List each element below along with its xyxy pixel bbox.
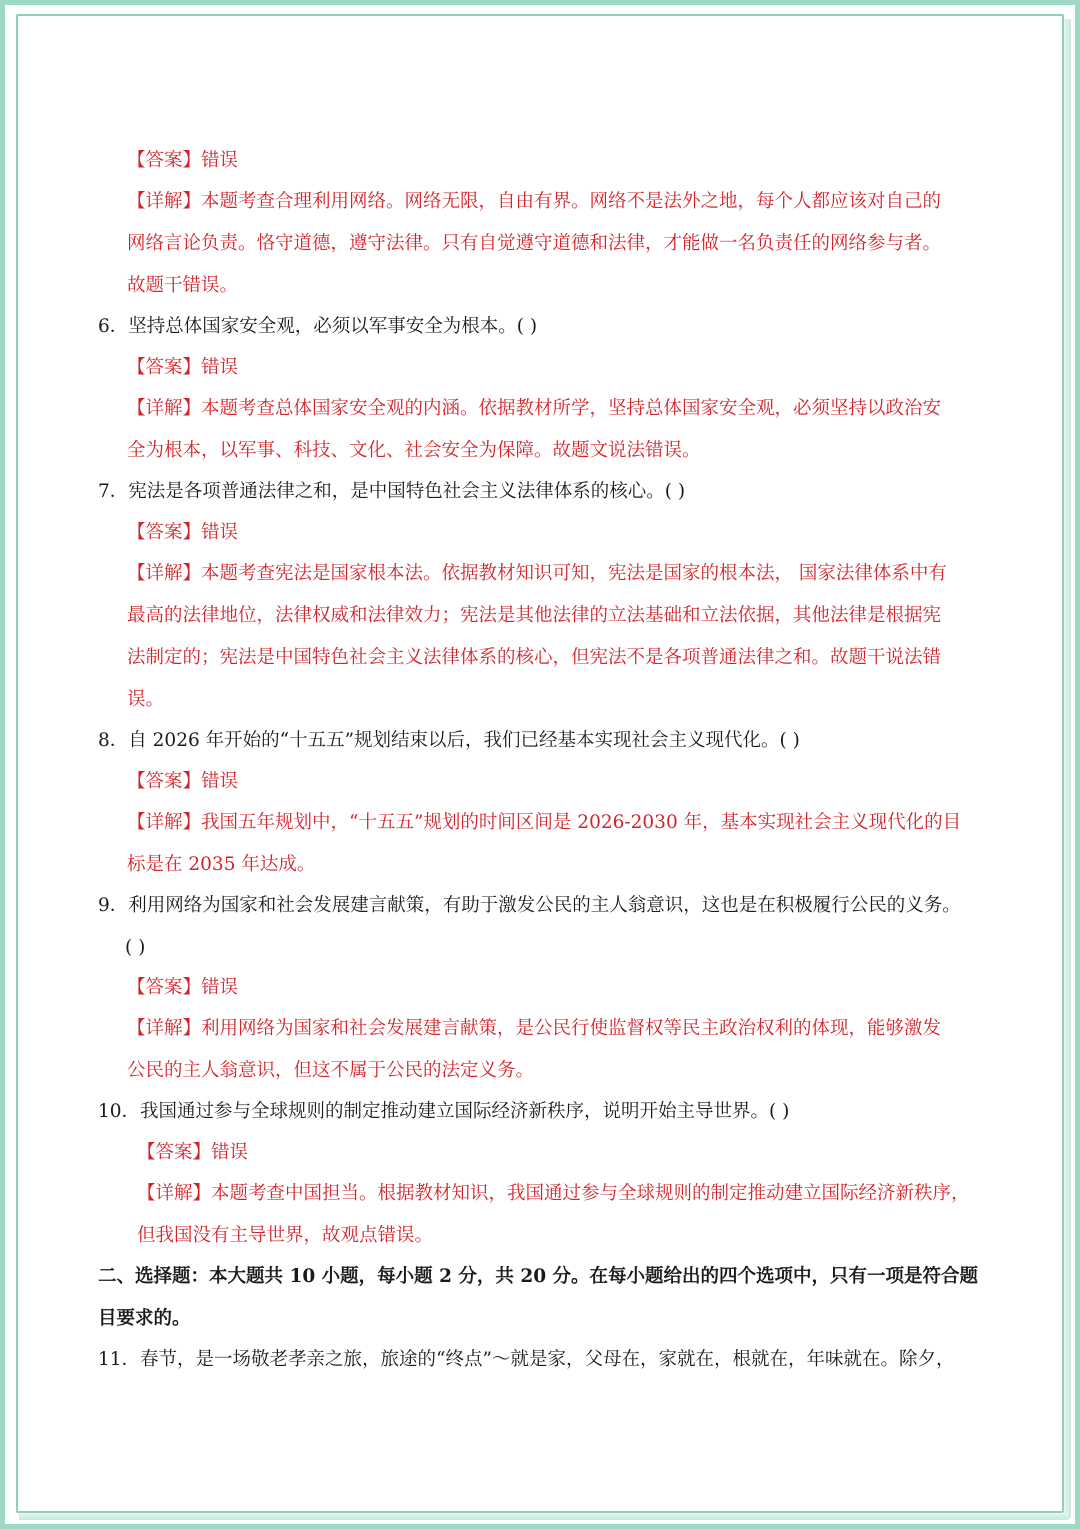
text-line: 9．利用网络为国家和社会发展建言献策，有助于激发公民的主人翁意识，这也是在积极履行公民的义务。 bbox=[98, 895, 961, 916]
text-line: 【详解】利用网络为国家和社会发展建言献策，是公民行使监督权等民主政治权利的体现，能够激发 bbox=[127, 1018, 942, 1039]
text-line: ( ) bbox=[125, 937, 146, 958]
text-line: 公民的主人翁意识，但这不属于公民的法定义务。 bbox=[127, 1060, 535, 1081]
text-line: 【答案】错误 bbox=[127, 977, 239, 998]
page-shadow-right bbox=[1064, 19, 1071, 1518]
text-line: 【答案】错误 bbox=[127, 771, 239, 792]
text-line: 【详解】本题考查总体国家安全观的内涵。依据教材所学，坚持总体国家安全观，必须坚持以政治安 bbox=[127, 398, 942, 419]
text-line: 最高的法律地位，法律权威和法律效力；宪法是其他法律的立法基础和立法依据，其他法律是根据宪 bbox=[127, 605, 942, 626]
text-line: 标是在 2035 年达成。 bbox=[127, 854, 316, 875]
text-line: 【详解】本题考查合理利用网络。网络无限，自由有界。网络不是法外之地，每个人都应该对自己的 bbox=[127, 191, 942, 212]
text-line: 11．春节，是一场敬老孝亲之旅，旅途的“终点”～就是家，父母在，家就在，根就在，年味就在。除夕， bbox=[98, 1349, 955, 1370]
text-line: 误。 bbox=[127, 689, 165, 710]
text-line: 【详解】我国五年规划中，“十五五”规划的时间区间是 2026-2030 年，基本实现社会主义现代化的目 bbox=[127, 812, 962, 833]
text-line: 【详解】本题考查中国担当。根据教材知识，我国通过参与全球规则的制定推动建立国际经济新秩序， bbox=[137, 1183, 970, 1204]
text-line: 8．自 2026 年开始的“十五五”规划结束以后，我们已经基本实现社会主义现代化。( ) bbox=[98, 730, 800, 751]
text-line: 【答案】错误 bbox=[127, 150, 239, 171]
text-line: 网络言论负责。恪守道德，遵守法律。只有自觉遵守道德和法律，才能做一名负责任的网络参与者。 bbox=[127, 233, 942, 254]
text-line: 【详解】本题考查宪法是国家根本法。依据教材知识可知，宪法是国家的根本法， 国家法律体系中有 bbox=[127, 563, 947, 584]
text-line: 但我国没有主导世界，故观点错误。 bbox=[137, 1225, 434, 1246]
text-line: 全为根本，以军事、科技、文化、社会安全为保障。故题文说法错误。 bbox=[127, 440, 701, 461]
text-line: 目要求的。 bbox=[98, 1308, 191, 1329]
text-line: 故题干错误。 bbox=[127, 275, 239, 296]
text-line: 二、选择题：本大题共 10 小题，每小题 2 分，共 20 分。在每小题给出的四个选项中，只有一项是符合题 bbox=[98, 1266, 979, 1287]
text-line: 【答案】错误 bbox=[137, 1142, 249, 1163]
page-shadow-bottom bbox=[19, 1513, 1069, 1520]
text-line: 7．宪法是各项普通法律之和，是中国特色社会主义法律体系的核心。( ) bbox=[98, 481, 686, 502]
text-line: 法制定的；宪法是中国特色社会主义法律体系的核心，但宪法不是各项普通法律之和。故题干说法错 bbox=[127, 647, 942, 668]
text-line: 【答案】错误 bbox=[127, 357, 239, 378]
text-line: 6．坚持总体国家安全观，必须以军事安全为根本。( ) bbox=[98, 316, 538, 337]
text-line: 【答案】错误 bbox=[127, 522, 239, 543]
text-line: 10．我国通过参与全球规则的制定推动建立国际经济新秩序，说明开始主导世界。( ) bbox=[98, 1101, 790, 1122]
